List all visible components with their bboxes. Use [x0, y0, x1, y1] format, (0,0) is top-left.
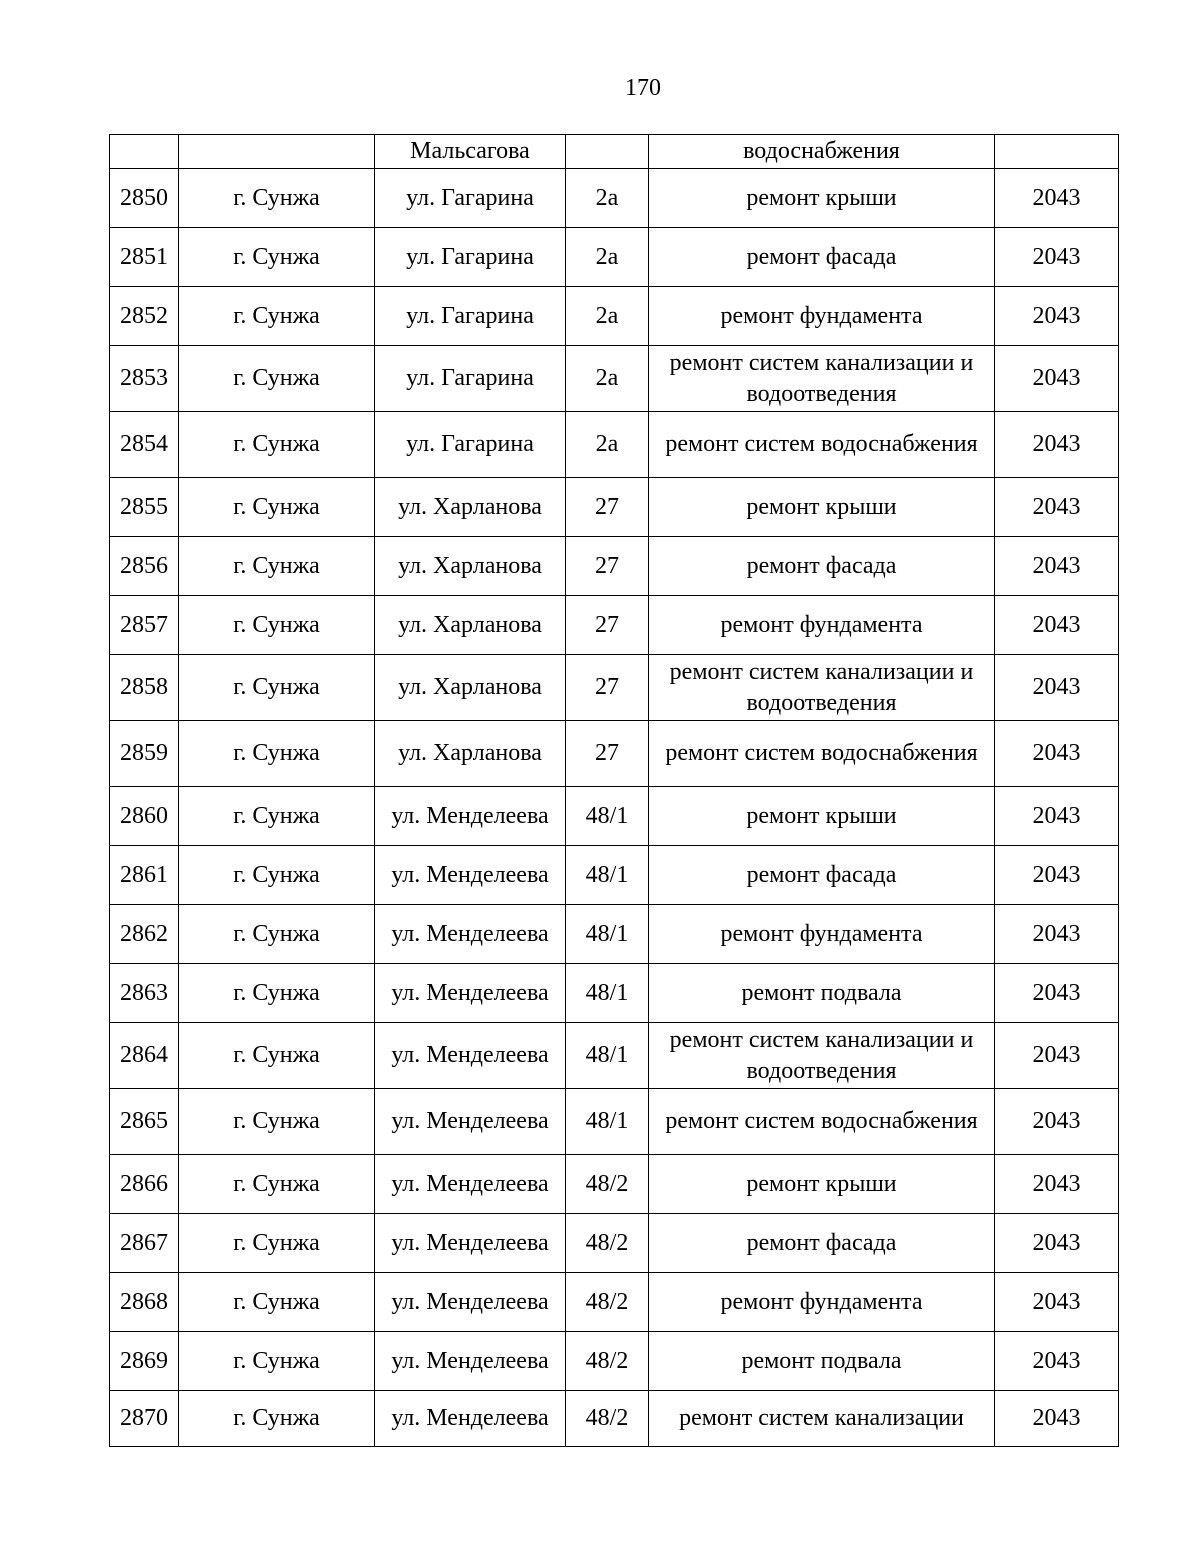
cell-work-type: ремонт систем водоснабжения [649, 721, 995, 787]
cell-city: г. Сунжа [179, 1273, 375, 1332]
cell-number: 2853 [110, 346, 179, 412]
cell-work-type: ремонт фундамента [649, 287, 995, 346]
cell-work-type: ремонт систем водоснабжения [649, 412, 995, 478]
cell-work-type: ремонт фундамента [649, 905, 995, 964]
table-row-continuation [110, 135, 1119, 169]
table-row [110, 287, 1119, 346]
cell-year: 2043 [995, 655, 1119, 721]
cell-city: г. Сунжа [179, 1391, 375, 1447]
cell-city: г. Сунжа [179, 1089, 375, 1155]
cell-street: ул. Гагарина [375, 228, 566, 287]
cell-year: 2043 [995, 346, 1119, 412]
cell-work-type: ремонт фасада [649, 1214, 995, 1273]
cell-house: 48/2 [566, 1155, 649, 1214]
cell-work-type: ремонт подвала [649, 1332, 995, 1391]
table-row [110, 1089, 1119, 1155]
table-row [110, 1332, 1119, 1391]
cell-street: ул. Менделеева [375, 964, 566, 1023]
cell-work-type: ремонт фундамента [649, 1273, 995, 1332]
cell-year: 2043 [995, 1023, 1119, 1089]
table-row [110, 537, 1119, 596]
cell-house: 48/1 [566, 1023, 649, 1089]
cell-number: 2867 [110, 1214, 179, 1273]
cell-city: г. Сунжа [179, 905, 375, 964]
cell-number: 2857 [110, 596, 179, 655]
cell-street: ул. Менделеева [375, 846, 566, 905]
cell-street: ул. Гагарина [375, 346, 566, 412]
cell-street: Мальсагова [375, 135, 566, 169]
cell-year: 2043 [995, 1391, 1119, 1447]
cell-number: 2866 [110, 1155, 179, 1214]
cell-city: г. Сунжа [179, 1214, 375, 1273]
cell-house: 48/2 [566, 1391, 649, 1447]
cell-number: 2860 [110, 787, 179, 846]
table-row [110, 721, 1119, 787]
table-row [110, 1214, 1119, 1273]
cell-work-type: ремонт фундамента [649, 596, 995, 655]
cell-work-type: водоснабжения [649, 135, 995, 169]
cell-year: 2043 [995, 721, 1119, 787]
cell-street: ул. Менделеева [375, 1089, 566, 1155]
cell-work-type: ремонт систем водоснабжения [649, 1089, 995, 1155]
cell-number: 2861 [110, 846, 179, 905]
table-row [110, 846, 1119, 905]
cell-house: 2а [566, 412, 649, 478]
cell-number: 2865 [110, 1089, 179, 1155]
cell-house: 48/1 [566, 846, 649, 905]
cell-year: 2043 [995, 1155, 1119, 1214]
cell-house: 27 [566, 537, 649, 596]
cell-street: ул. Менделеева [375, 1214, 566, 1273]
cell-year: 2043 [995, 478, 1119, 537]
cell-city: г. Сунжа [179, 787, 375, 846]
cell-city: г. Сунжа [179, 228, 375, 287]
cell-city: г. Сунжа [179, 537, 375, 596]
cell-work-type: ремонт систем канализации и водоотведения [649, 346, 995, 412]
table-row [110, 169, 1119, 228]
cell-house: 27 [566, 596, 649, 655]
cell-house: 48/2 [566, 1214, 649, 1273]
table-row [110, 478, 1119, 537]
table-row [110, 655, 1119, 721]
cell-year: 2043 [995, 1089, 1119, 1155]
cell-number: 2859 [110, 721, 179, 787]
cell-work-type: ремонт подвала [649, 964, 995, 1023]
cell-city: г. Сунжа [179, 287, 375, 346]
page-number: 170 [625, 75, 661, 101]
cell-city: г. Сунжа [179, 655, 375, 721]
cell-street: ул. Менделеева [375, 1273, 566, 1332]
cell-year: 2043 [995, 169, 1119, 228]
cell-year: 2043 [995, 596, 1119, 655]
cell-street: ул. Менделеева [375, 787, 566, 846]
table-row [110, 412, 1119, 478]
cell-number: 2854 [110, 412, 179, 478]
cell-house: 27 [566, 478, 649, 537]
cell-number: 2856 [110, 537, 179, 596]
cell-year: 2043 [995, 412, 1119, 478]
cell-number [110, 135, 179, 169]
cell-work-type: ремонт систем канализации [649, 1391, 995, 1447]
cell-number: 2858 [110, 655, 179, 721]
cell-house: 27 [566, 721, 649, 787]
cell-work-type: ремонт крыши [649, 169, 995, 228]
repair-schedule-table [109, 134, 1119, 1447]
table-row [110, 1273, 1119, 1332]
cell-year [995, 135, 1119, 169]
cell-number: 2870 [110, 1391, 179, 1447]
cell-street: ул. Гагарина [375, 169, 566, 228]
table-row [110, 228, 1119, 287]
cell-city: г. Сунжа [179, 346, 375, 412]
cell-year: 2043 [995, 787, 1119, 846]
cell-street: ул. Харланова [375, 478, 566, 537]
cell-house: 2а [566, 287, 649, 346]
cell-house [566, 135, 649, 169]
cell-house: 27 [566, 655, 649, 721]
cell-year: 2043 [995, 537, 1119, 596]
cell-house: 48/2 [566, 1332, 649, 1391]
cell-street: ул. Гагарина [375, 412, 566, 478]
cell-house: 2а [566, 169, 649, 228]
cell-city: г. Сунжа [179, 1023, 375, 1089]
cell-house: 48/1 [566, 964, 649, 1023]
cell-street: ул. Менделеева [375, 1155, 566, 1214]
cell-number: 2862 [110, 905, 179, 964]
cell-year: 2043 [995, 287, 1119, 346]
cell-work-type: ремонт систем канализации и водоотведения [649, 655, 995, 721]
table-body [110, 135, 1119, 1447]
cell-street: ул. Харланова [375, 596, 566, 655]
cell-year: 2043 [995, 1332, 1119, 1391]
cell-city: г. Сунжа [179, 1155, 375, 1214]
cell-year: 2043 [995, 846, 1119, 905]
cell-house: 48/2 [566, 1273, 649, 1332]
cell-street: ул. Харланова [375, 721, 566, 787]
cell-work-type: ремонт крыши [649, 1155, 995, 1214]
cell-city: г. Сунжа [179, 964, 375, 1023]
cell-street: ул. Харланова [375, 655, 566, 721]
cell-house: 2а [566, 346, 649, 412]
cell-year: 2043 [995, 228, 1119, 287]
cell-city: г. Сунжа [179, 412, 375, 478]
table-row [110, 1391, 1119, 1447]
cell-year: 2043 [995, 1273, 1119, 1332]
cell-number: 2851 [110, 228, 179, 287]
cell-street: ул. Менделеева [375, 1023, 566, 1089]
cell-street: ул. Харланова [375, 537, 566, 596]
cell-house: 48/1 [566, 1089, 649, 1155]
cell-street: ул. Менделеева [375, 905, 566, 964]
cell-year: 2043 [995, 964, 1119, 1023]
cell-year: 2043 [995, 905, 1119, 964]
cell-city: г. Сунжа [179, 169, 375, 228]
cell-house: 48/1 [566, 787, 649, 846]
cell-city: г. Сунжа [179, 721, 375, 787]
cell-number: 2850 [110, 169, 179, 228]
cell-number: 2869 [110, 1332, 179, 1391]
cell-year: 2043 [995, 1214, 1119, 1273]
cell-number: 2855 [110, 478, 179, 537]
cell-street: ул. Менделеева [375, 1391, 566, 1447]
cell-work-type: ремонт фасада [649, 537, 995, 596]
table-row [110, 1155, 1119, 1214]
cell-number: 2863 [110, 964, 179, 1023]
cell-house: 48/1 [566, 905, 649, 964]
cell-work-type: ремонт фасада [649, 846, 995, 905]
cell-number: 2852 [110, 287, 179, 346]
cell-house: 2а [566, 228, 649, 287]
cell-work-type: ремонт фасада [649, 228, 995, 287]
cell-work-type: ремонт крыши [649, 478, 995, 537]
cell-street: ул. Гагарина [375, 287, 566, 346]
cell-work-type: ремонт крыши [649, 787, 995, 846]
table-row [110, 964, 1119, 1023]
table-row [110, 596, 1119, 655]
table-row [110, 787, 1119, 846]
cell-city: г. Сунжа [179, 478, 375, 537]
cell-number: 2868 [110, 1273, 179, 1332]
table-row [110, 346, 1119, 412]
cell-city: г. Сунжа [179, 846, 375, 905]
table-row [110, 905, 1119, 964]
cell-street: ул. Менделеева [375, 1332, 566, 1391]
cell-number: 2864 [110, 1023, 179, 1089]
cell-city [179, 135, 375, 169]
cell-city: г. Сунжа [179, 1332, 375, 1391]
cell-city: г. Сунжа [179, 596, 375, 655]
table-row [110, 1023, 1119, 1089]
cell-work-type: ремонт систем канализации и водоотведения [649, 1023, 995, 1089]
